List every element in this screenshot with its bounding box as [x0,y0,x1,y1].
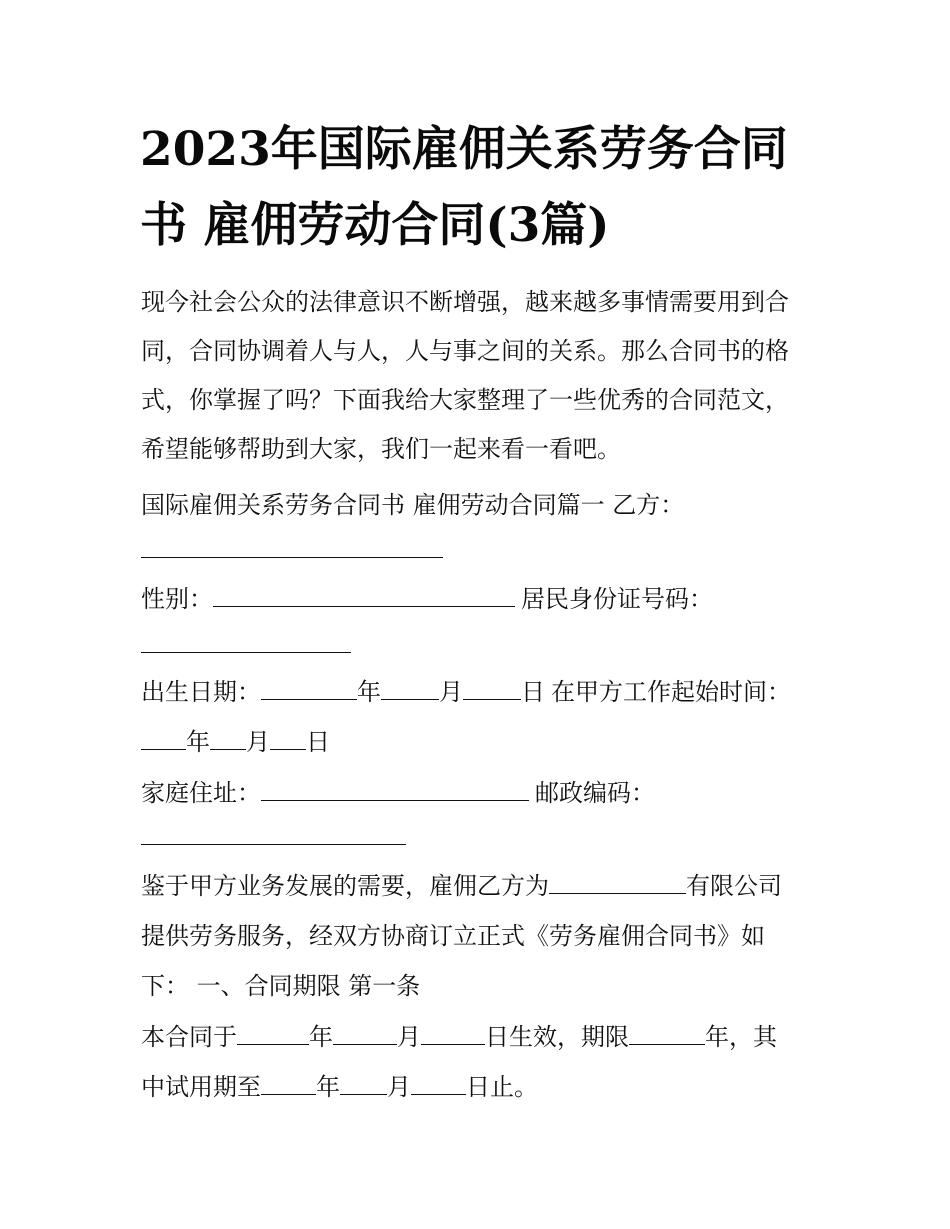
gender-blank [213,584,515,607]
address-label: 家庭住址： [141,779,261,807]
birth-day-unit: 日 [521,678,545,706]
term-effective-text: 日生效，期限 [485,1023,629,1051]
start-day-blank [270,727,306,750]
document-title [140,112,820,264]
intro-line-3: 式，你掌握了吗？下面我给大家整理了一些优秀的合同范文， [141,386,789,414]
intro-paragraph [141,278,821,474]
probation-month-blank [340,1072,387,1095]
id-number-label: 居民身份证号码： [521,585,713,613]
id-number-line [141,629,351,661]
birth-label: 出生日期： [141,678,261,706]
term-text-a: 本合同于 [141,1023,237,1051]
party-b-name-blank [141,535,443,558]
clause-line-2 [141,920,765,952]
probation-year-unit: 年 [316,1073,340,1101]
start-date-line [141,726,330,758]
clause-text-1b: 有限公司 [686,872,782,900]
title-line-2: 书 雇佣劳动合同(3篇) [140,198,610,253]
term-line [141,1021,777,1053]
clause-text-3: 下： 一、合同期限 第一条 [141,972,421,1000]
clause-text-2: 提供劳务服务，经双方协商订立正式《劳务雇佣合同书》如 [141,922,765,950]
gender-label: 性别： [141,585,213,613]
intro-line-2: 同，合同协调着人与人，人与事之间的关系。那么合同书的格 [141,337,789,365]
probation-line [141,1071,538,1103]
birth-year-blank [261,677,357,700]
birth-year-unit: 年 [357,678,381,706]
birth-start-line [141,676,791,708]
postcode-line [141,821,406,853]
probation-month-unit: 月 [387,1073,411,1101]
term-month-blank [333,1022,397,1045]
title-line-1: 2023年国际雇佣关系劳务合同 [140,122,788,177]
term-year-blank [237,1022,309,1045]
address-blank [261,778,529,801]
start-time-label: 在甲方工作起始时间： [551,678,791,706]
term-duration-blank [629,1022,705,1045]
start-year-blank [141,727,186,750]
probation-day-blank [411,1072,466,1095]
probation-year-blank [261,1072,316,1095]
section-heading-text: 国际雇佣关系劳务合同书 雇佣劳动合同篇一 乙方： [141,491,685,519]
birth-day-blank [463,677,521,700]
intro-line-4: 希望能够帮助到大家，我们一起来看一看吧。 [141,435,621,463]
company-name-blank [549,871,686,894]
start-day-unit: 日 [306,728,330,756]
intro-line-1: 现今社会公众的法律意识不断增强，越来越多事情需要用到合 [141,288,789,316]
term-month-unit: 月 [397,1023,421,1051]
clause-text-1a: 鉴于甲方业务发展的需要，雇佣乙方为 [141,872,549,900]
probation-text-a: 中试用期至 [141,1073,261,1101]
term-year-unit: 年 [309,1023,333,1051]
postcode-label: 邮政编码： [535,779,655,807]
clause-line-3 [141,970,420,1002]
gender-id-line [141,583,713,615]
probation-end-text: 日止。 [466,1073,538,1101]
address-postcode-line [141,777,655,809]
term-day-blank [421,1022,485,1045]
term-comma-text: 年，其 [705,1023,777,1051]
party-b-name-line [141,534,443,566]
postcode-blank [141,822,406,845]
section-heading [141,489,684,521]
start-year-unit: 年 [186,728,210,756]
start-month-blank [210,727,246,750]
birth-month-blank [381,677,439,700]
clause-line-1 [141,870,782,902]
start-month-unit: 月 [246,728,270,756]
birth-month-unit: 月 [439,678,463,706]
id-number-blank [141,630,351,653]
